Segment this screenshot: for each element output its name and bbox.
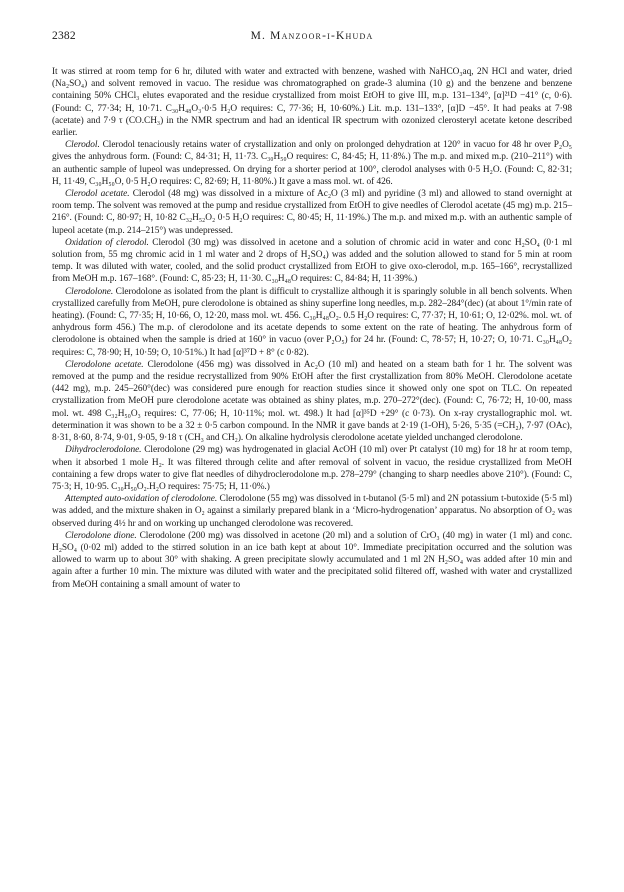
paragraph-text: Clerodol (48 mg) was dissolved in a mixture of Ac₂O (3 ml) and pyridine (3 ml) and allowed to stand overnight at room temp. The solvent was removed at the pump and residue crystallized from EtOH to give needles of Clerodol acetate (45 mg) m.p. 215–216°. (Found: C, 80·97; H, 10·82 C₃₂H₅₂O₂ 0·5 H₂O requires: C, 80·45; H, 11·19%.) The m.p. and mixed m.p. with an authentic sample of lupeol acetate (m.p. 214–215°) was undepressed. (52, 189, 572, 236)
paragraph-clerodolone (52, 286, 572, 359)
page-number: 2382 (52, 30, 76, 42)
paragraph-auto-oxidation (52, 493, 572, 530)
article-body (52, 66, 572, 591)
paragraph-text: Clerodol tenaciously retains water of crystallization and only on prolonged dehydration at 120° in vacuo for 48 hr over P₂O₅ gives the anhydrous form. (Found: C, 84·31; H, 11·73. C₃₀H₅₀O requires: C, 84·45; H, 11·8%.) The m.p. and mixed m.p. (210–211°) with an authentic sample of lupeol was undepressed. On drying for a shorter period at 100°, clerodol analyses with 0·5 H₂O. (Found: C, 82·31; H, 11·49, C₃₀H₅₀O, 0·5 H₂O requires: C, 82·69; H, 11·80%.) It gave a mass mol. wt. of 426. (52, 140, 572, 187)
paragraph-text: Clerodolone (200 mg) was dissolved in acetone (20 ml) and a solution of CrO₃ (40 mg) in water (1 ml) and conc. H₂SO₄ (0·02 ml) added to the stirred solution in an ice bath kept at about 10°. Immediate precipitation occurred and the solution was allowed to warm up to about 30° with shaking. A green precipitate slowly accumulated and 1 ml 2N H₂SO₄ was added after 10 min and again after a further 10 min. The mixture was diluted with water and the precipitated solid filtered off, washed with water and crystallized from MeOH containing a small amount of water to (52, 530, 572, 590)
section-heading: Clerodol acetate. (65, 189, 130, 200)
paragraph-text: Clerodolone (29 mg) was hydrogenated in glacial AcOH (10 ml) over Pt catalyst (10 mg) for 18 hr at room temp, when it absorbed 1 mole H₂. It was filtered through celite and after removal of solvent in vacuo, the residue crystallized from MeOH containing a few drops water to give flat needles of dihydroclerodolone m.p. 278–279° (changing to sharp needles above 210°). (Found: C, 75·3; H, 10·95. C₃₀H₅₀O₂.H₂O requires: 75·75; H, 11·0%.) (52, 445, 572, 492)
paragraph-clerodolone-dione (52, 530, 572, 591)
section-heading: Dihydroclerodolone. (65, 445, 142, 456)
running-head-author: M. Manzoor-i-Khuda (250, 30, 374, 42)
section-heading: Clerodolone dione. (65, 530, 137, 541)
paragraph-text: It was stirred at room temp for 6 hr, diluted with water and extracted with benzene, washed with NaHCO₃aq, 2N HCl and water, dried (Na₂SO₄) and solvent removed in vacuo. The residue was chromatographed on grade-3 alumina (10 g) and the benzene and benzene containing 50% CHCl₃ elutes evaporated and the residue crystallized from moist EtOH to give III, m.p. 131–134°, [α]²¹D −41° (c, 0·6). (Found: C, 77·34; H, 10·71. C₃₀H₄₈O₃·0·5 H₂O requires: C, 77·36; H, 10·60%.) Lit. m.p. 131–133°, [α]D −45°. It had peaks at 7·98 (acetate) and 7·9 τ (CO.CH₃) in the NMR spectrum and had an identical IR spectrum with ozonized clerosteryl acetate ketone described earlier. (52, 67, 572, 139)
paragraph-clerodolone-acetate (52, 359, 572, 444)
paragraph-dihydroclerodolone (52, 444, 572, 493)
section-heading: Attempted auto-oxidation of clerodolone. (65, 494, 218, 505)
paragraph-clerodol (52, 139, 572, 188)
paragraph-text: Clerodolone (456 mg) was dissolved in Ac₂O (10 ml) and heated on a steam bath for 1 hr. The solvent was removed at the pump and the residue recrystallized from 90% EtOH after the first crystallization from 80% MeOH. Clerodolone acetate (442 mg), m.p. 245–260°(dec) was considered pure enough for reaction studies since it showed only one spot on TLC. On repeated crystallization from MeOH pure clerodolone acetate was obtained as shiny plates, m.p. 270–272°(dec). (Found: C, 76·72; H, 10·00, mass mol. wt. 498 C₃₂H₅₀O₃ requires: C, 77·06; H, 10·11%; mol. wt. 498.) It had [α]³⁵D +29° (c 0·73). On x-ray crystallographic mol. wt. determination it was shown to be a 32 ± 0·5 carbon compound. In the NMR it gave bands at 2·19 (1-OH), 5·26, 5·35 (=CH₂), 7·97 (OAc), 8·31, 8·60, 8·74, 9·01, 9·05, 9·18 τ (CH₃ and CH₂). On alkaline hydrolysis clerodolone acetate yielded unchanged clerodolone. (52, 359, 572, 444)
section-heading: Oxidation of clerodol. (65, 237, 149, 248)
paragraph-oxidation-of-clerodol (52, 237, 572, 286)
section-heading: Clerodolone. (65, 286, 114, 297)
paragraph-text: Clerodolone (55 mg) was dissolved in t-butanol (5·5 ml) and 2N potassium t-butoxide (5·5 ml) was added, and the mixture shaken in O₂ against a similarly prepared blank in a ‘Micro-hydrogenation’ apparatus. No absorption of O₂ was observed during 4½ hr and on working up unchanged clerodolone was recovered. (52, 494, 572, 529)
paragraph-continued-procedure (52, 66, 572, 139)
section-heading: Clerodolone acetate. (65, 359, 144, 370)
paragraph-text: Clerodolone as isolated from the plant is difficult to crystallize although it is sparingly soluble in all bench solvents. When crystallized carefully from MeOH, pure clerodolone is obtained as shiny superfine long needles, m.p. 282–284°(dec) (at about 1°/min rate of heating). (Found: C, 77·35; H, 10·66, O, 12·20, mass mol. wt. 456. C₃₀H₄₈O₂. 0.5 H₂O requires: C, 77·37; H, 10·61; O, 12·02%. mol. wt. of anhydrous form 456.) The m.p. of clerodolone and its acetate depends to some extent on the rate of heating. The anhydrous form of clerodolone is obtained when the sample is dried at 160° in vacuo (over P₂O₅) for 24 hr. (Found: C, 78·57; H, 10·27; O, 10·71. C₃₀H₄₈O₂ requires: C, 78·90; H, 10·59; O, 10·51%.) It had [α]³⁷D + 8° (c 0·82). (52, 286, 572, 358)
paragraph-text: Clerodol (30 mg) was dissolved in acetone and a solution of chromic acid in water and conc H₂SO₄ (0·1 ml solution from, 55 mg chromic acid in 1 ml water and 2 drops of H₂SO₄) was added and the solution allowed to stand for 5 min at room temp. It was diluted with water, cooled, and the solid product crystallized from EtOH to give oxo-clerodol, m.p. 165–166°, recrystallized from MeOH m.p. 167–168°. (Found: C, 85·23; H, 11·30. C₃₀H₄₈O requires: C, 84·84; H, 11·39%.) (52, 237, 572, 285)
page-header (52, 30, 572, 46)
paragraph-clerodol-acetate (52, 188, 572, 237)
section-heading: Clerodol. (65, 140, 100, 151)
